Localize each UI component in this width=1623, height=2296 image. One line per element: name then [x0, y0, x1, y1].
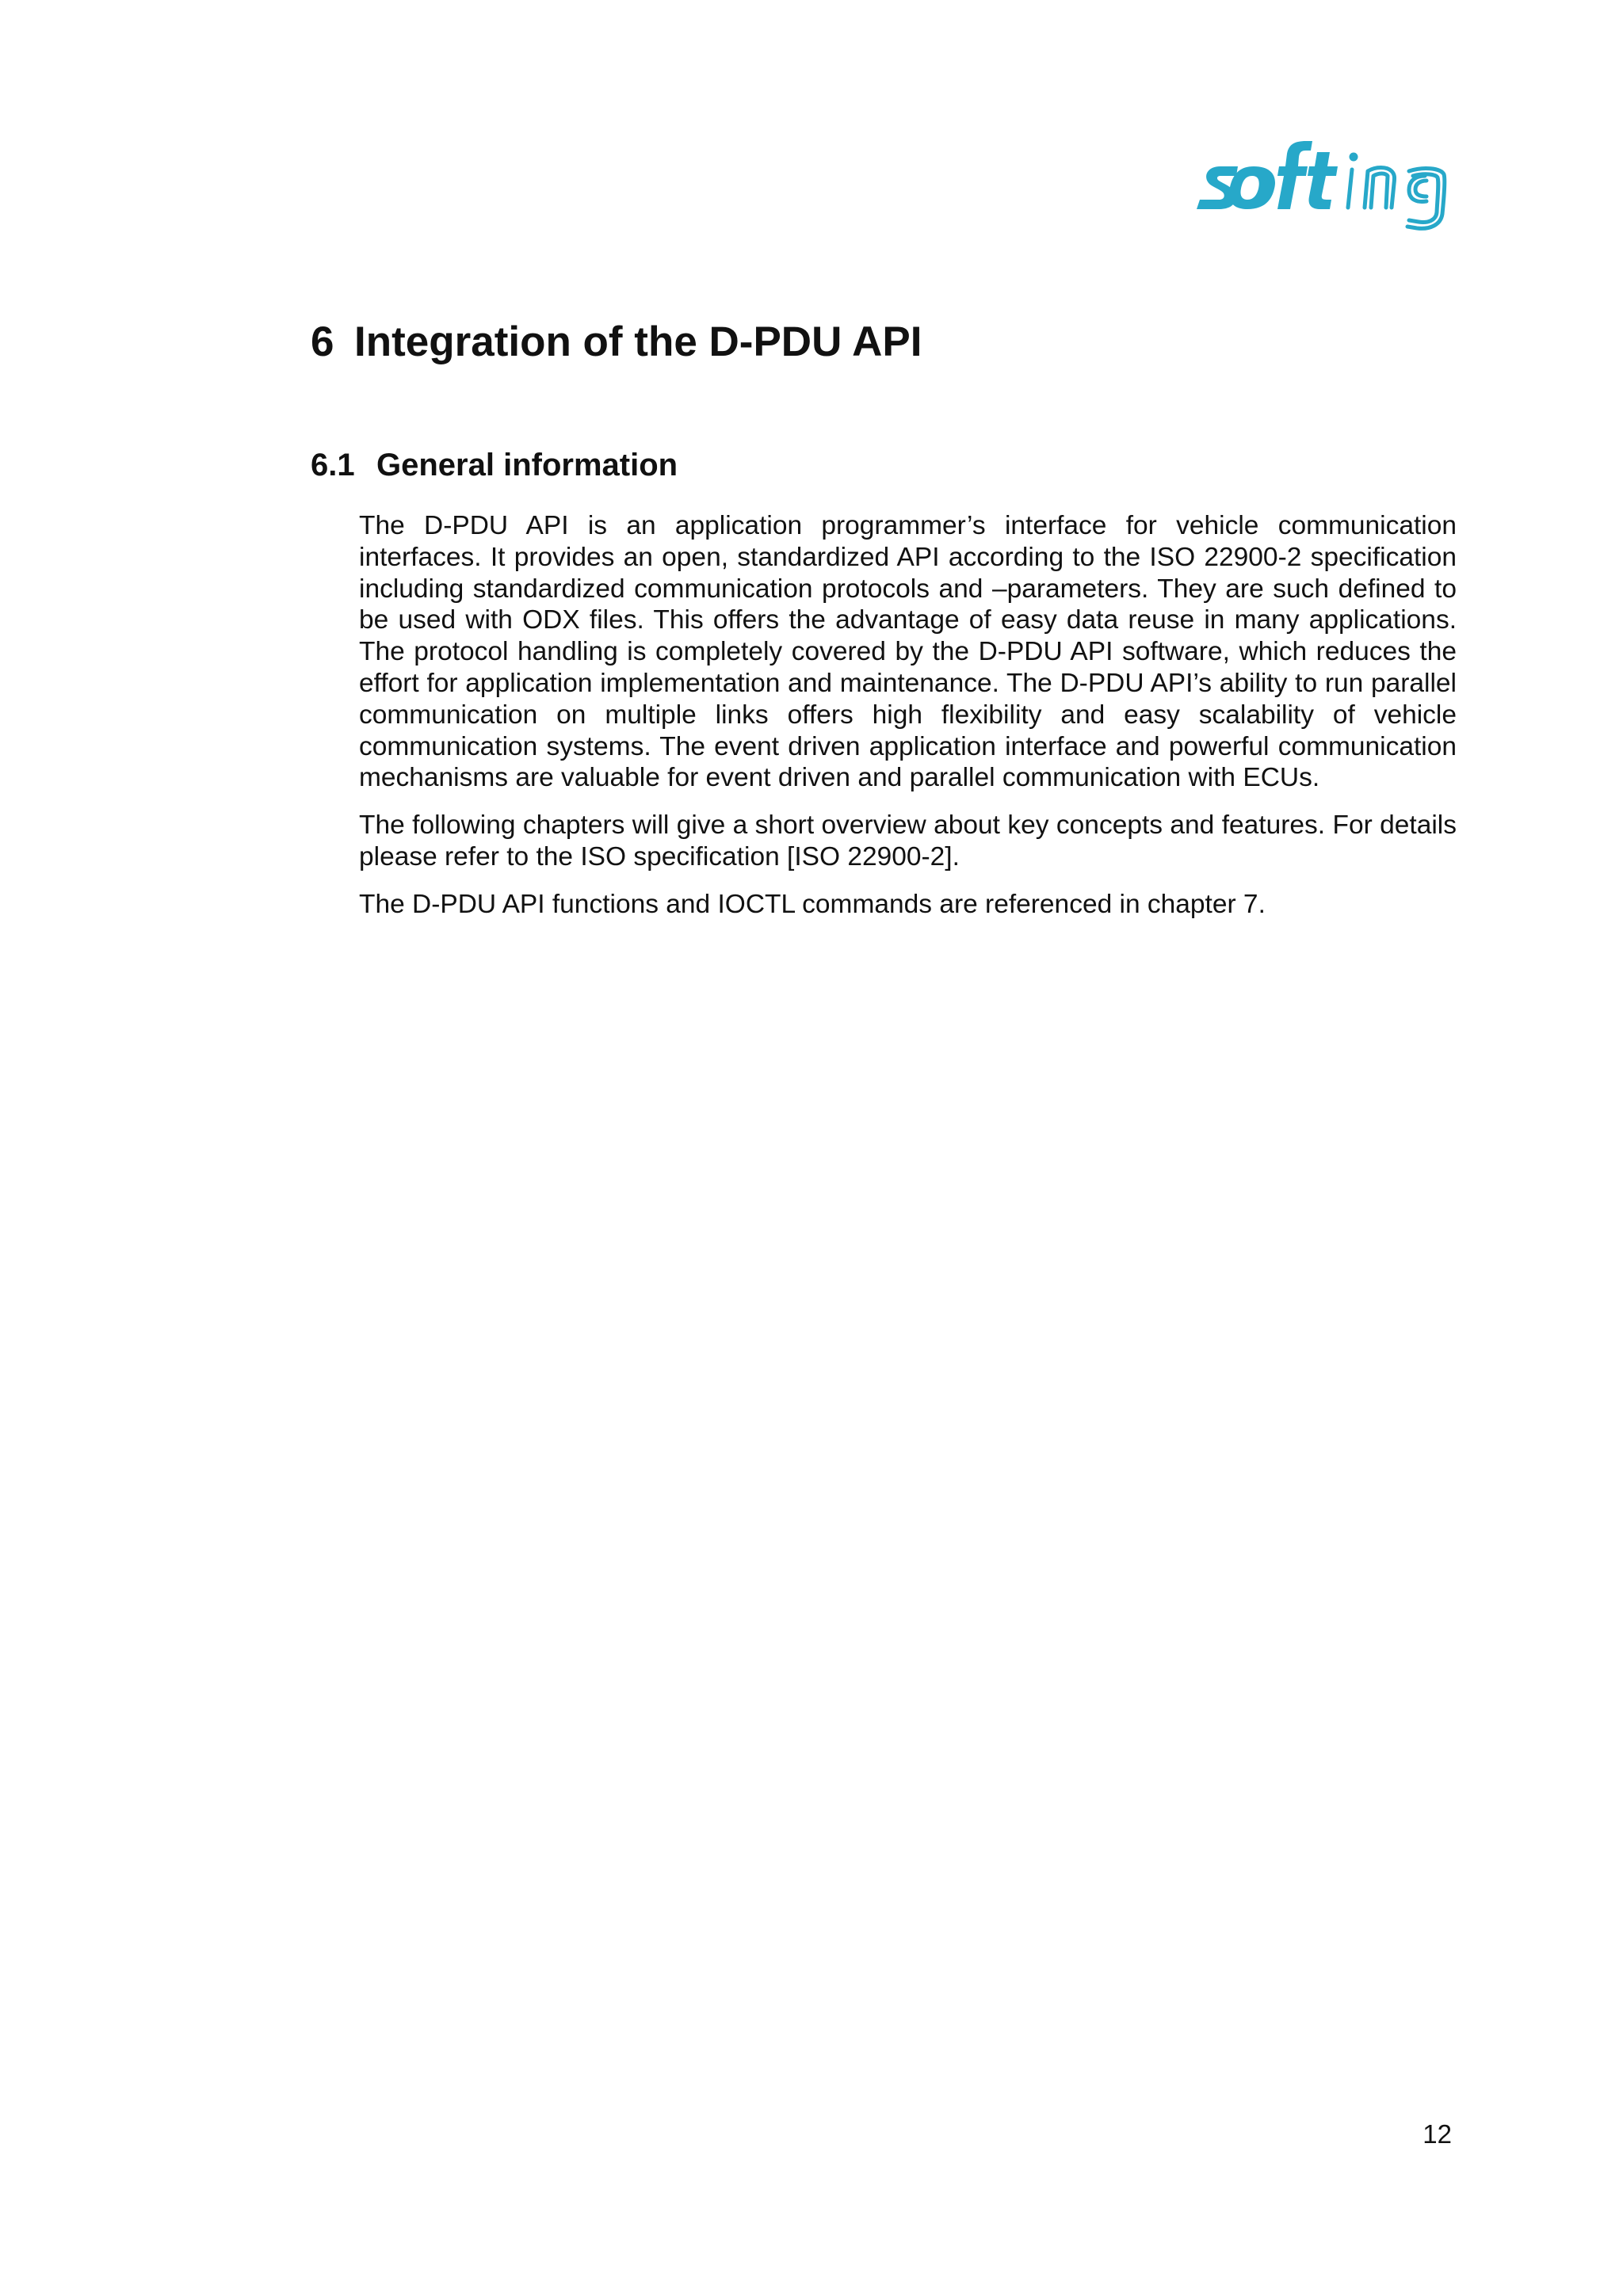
paragraph-intro: The D-PDU API is an application programmer’s interface for vehicle communication interfaces. It provides an open, standardized API according to the ISO 22900-2 specification including standardized communication protocols and –parameters. They are such defined to be used with ODX files. This offers the advantage of easy data reuse in many applications. The protocol handling is completely covered by the D-PDU API software, which reduces the effort for application implementation and maintenance. The D-PDU API’s ability to run parallel communication on multiple links offers high flexibility and easy scalability of vehicle communication systems. The event driven application interface and powerful communication mechanisms are valuable for event driven and parallel communication with ECUs.: [359, 511, 1457, 793]
paragraph-overview: The following chapters will give a short overview about key concepts and features. For details please refer to the ISO specification [ISO 22900-2].: [359, 810, 1457, 871]
paragraph-reference: The D-PDU API functions and IOCTL commands are referenced in chapter 7.: [359, 889, 1266, 919]
softing-logo: [1189, 125, 1458, 235]
section-title: General information: [376, 448, 678, 482]
section-heading: [311, 446, 678, 484]
page-number: 12: [1423, 2119, 1452, 2149]
softing-logo-icon: [1189, 125, 1458, 235]
chapter-title: Integration of the D-PDU API: [354, 318, 922, 365]
chapter-number: 6: [311, 318, 334, 365]
section-number: 6.1: [311, 448, 355, 482]
section-body: [359, 510, 1457, 936]
chapter-heading: [311, 317, 922, 368]
